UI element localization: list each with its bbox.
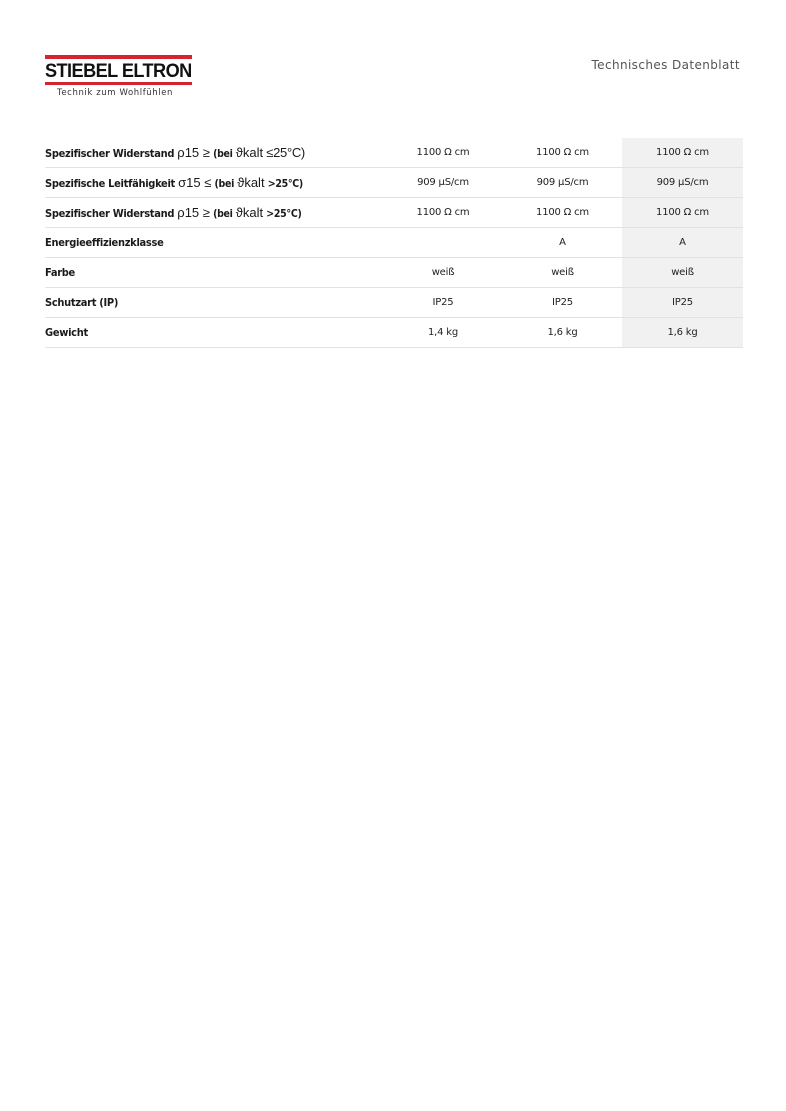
- value-cell: A: [503, 228, 622, 258]
- value-cell: IP25: [503, 288, 622, 318]
- value-cell-highlighted: IP25: [622, 288, 743, 318]
- logo-red-bar-top: [45, 55, 192, 59]
- table-row: [45, 318, 743, 348]
- value-cell: 1100 Ω cm: [383, 138, 503, 168]
- table-row: [45, 138, 743, 168]
- row-label: [45, 198, 383, 228]
- row-label: Farbe: [45, 258, 383, 288]
- label-condition-symbol: ϑkalt: [235, 145, 264, 160]
- value-cell: 909 μS/cm: [503, 168, 622, 198]
- value-cell: 1100 Ω cm: [383, 198, 503, 228]
- table-row: [45, 228, 743, 258]
- document-title: Technisches Datenblatt: [591, 58, 740, 72]
- table-row: [45, 258, 743, 288]
- value-cell: 1100 Ω cm: [503, 138, 622, 168]
- label-text: Spezifische Leitfähigkeit: [45, 177, 175, 190]
- value-cell-highlighted: 1100 Ω cm: [622, 198, 743, 228]
- row-label: [45, 168, 383, 198]
- logo-tagline: Technik zum Wohlfühlen: [57, 88, 174, 98]
- label-condition-open: (bei: [213, 208, 233, 220]
- label-condition-symbol: ϑkalt: [235, 205, 264, 220]
- stiebel-eltron-logo: [45, 55, 193, 98]
- label-condition-value: ≤25°C): [266, 145, 305, 160]
- row-label: Schutzart (IP): [45, 288, 383, 318]
- value-cell-highlighted: A: [622, 228, 743, 258]
- label-symbol: σ15 ≤: [178, 175, 212, 190]
- value-cell: IP25: [383, 288, 503, 318]
- value-cell-highlighted: weiß: [622, 258, 743, 288]
- value-cell: [383, 228, 503, 258]
- value-cell-highlighted: 909 μS/cm: [622, 168, 743, 198]
- table-row: [45, 168, 743, 198]
- label-condition-open: (bei: [214, 178, 235, 190]
- label-text: Spezifischer Widerstand: [45, 207, 175, 220]
- label-condition-value: >25°C): [267, 178, 303, 190]
- spec-table: [45, 138, 743, 348]
- label-condition-symbol: ϑkalt: [237, 175, 265, 190]
- value-cell-highlighted: 1100 Ω cm: [622, 138, 743, 168]
- logo-red-bar-bottom: [45, 82, 192, 85]
- value-cell: 909 μS/cm: [383, 168, 503, 198]
- row-label: Gewicht: [45, 318, 383, 348]
- value-cell: 1100 Ω cm: [503, 198, 622, 228]
- logo-brand-name: STIEBEL ELTRON: [45, 60, 192, 82]
- label-condition-value: >25°C): [266, 208, 302, 220]
- label-symbol: ρ15 ≥: [177, 145, 210, 160]
- table-row: [45, 288, 743, 318]
- row-label: [45, 138, 383, 168]
- value-cell: 1,6 kg: [503, 318, 622, 348]
- value-cell: weiß: [503, 258, 622, 288]
- label-condition-open: (bei: [213, 148, 233, 160]
- value-cell: 1,4 kg: [383, 318, 503, 348]
- label-text: Spezifischer Widerstand: [45, 147, 175, 160]
- row-label: Energieeffizienzklasse: [45, 228, 383, 258]
- value-cell: weiß: [383, 258, 503, 288]
- value-cell-highlighted: 1,6 kg: [622, 318, 743, 348]
- table-row: [45, 198, 743, 228]
- label-symbol: ρ15 ≥: [177, 205, 210, 220]
